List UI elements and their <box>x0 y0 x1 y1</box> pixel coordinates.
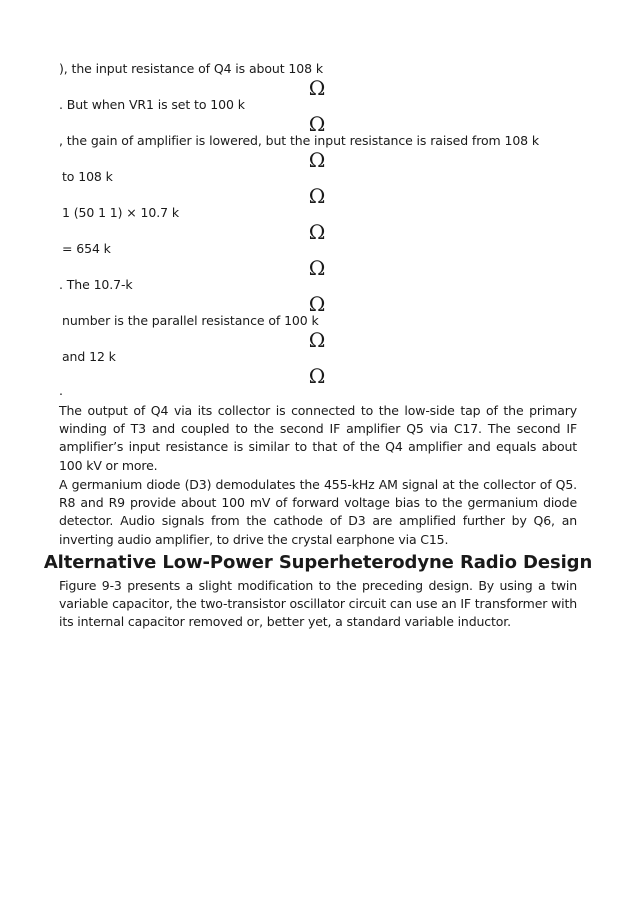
ohm-symbol: Ω <box>308 184 326 208</box>
ohm-symbol: Ω <box>308 292 326 316</box>
text-fragment-and-12k: and 12 k <box>62 349 116 364</box>
ohm-symbol: Ω <box>308 220 326 244</box>
text-fragment-10-7k: . The 10.7-k <box>59 277 133 292</box>
paragraph-germanium-diode: A germanium diode (D3) demodulates the 455-kHz AM signal at the collector of Q5. R8 and R9 provide about 100 mV of forward voltage bias to the germanium diode detector. Audio signals from the cathode of D3 are amplified further by Q6, an inverting audio amplifier, to drive the crystal earphone via C15. <box>59 477 577 547</box>
ohm-symbol: Ω <box>308 256 326 280</box>
text-fragment-parallel-resistance: number is the parallel resistance of 100 k <box>62 313 319 328</box>
text-fragment-to-108k: to 108 k <box>62 169 113 184</box>
ohm-symbol: Ω <box>308 328 326 352</box>
section-heading: Alternative Low-Power Superheterodyne Radio Design <box>43 552 593 573</box>
text-fragment-result: = 654 k <box>62 241 111 256</box>
ohm-symbol: Ω <box>308 76 326 100</box>
ohm-symbol: Ω <box>308 112 326 136</box>
text-fragment-period: . <box>59 383 63 398</box>
paragraph-figure-9-3: Figure 9-3 presents a slight modification to the preceding design. By using a twin variable capacitor, the two-transistor oscillator circuit can use an IF transformer with its internal capacitor removed or, better yet, a standard variable inductor. <box>59 578 577 630</box>
ohm-symbol: Ω <box>308 148 326 172</box>
text-fragment-vr1: . But when VR1 is set to 100 k <box>59 97 245 112</box>
ohm-symbol: Ω <box>308 364 326 388</box>
text-fragment-gain-lowered: , the gain of amplifier is lowered, but the input resistance is raised from 108 k <box>59 133 540 148</box>
text-fragment-input-resistance: ), the input resistance of Q4 is about 108 k <box>59 61 323 76</box>
text-fragment-formula: 1 (50 1 1) × 10.7 k <box>62 205 180 220</box>
paragraph-q4-output: The output of Q4 via its collector is connected to the low-side tap of the primary winding of T3 and coupled to the second IF amplifier Q5 via C17. The second IF amplifier’s input resistance is similar to that of the Q4 amplifier and equals about 100 kV or more. <box>59 403 577 473</box>
